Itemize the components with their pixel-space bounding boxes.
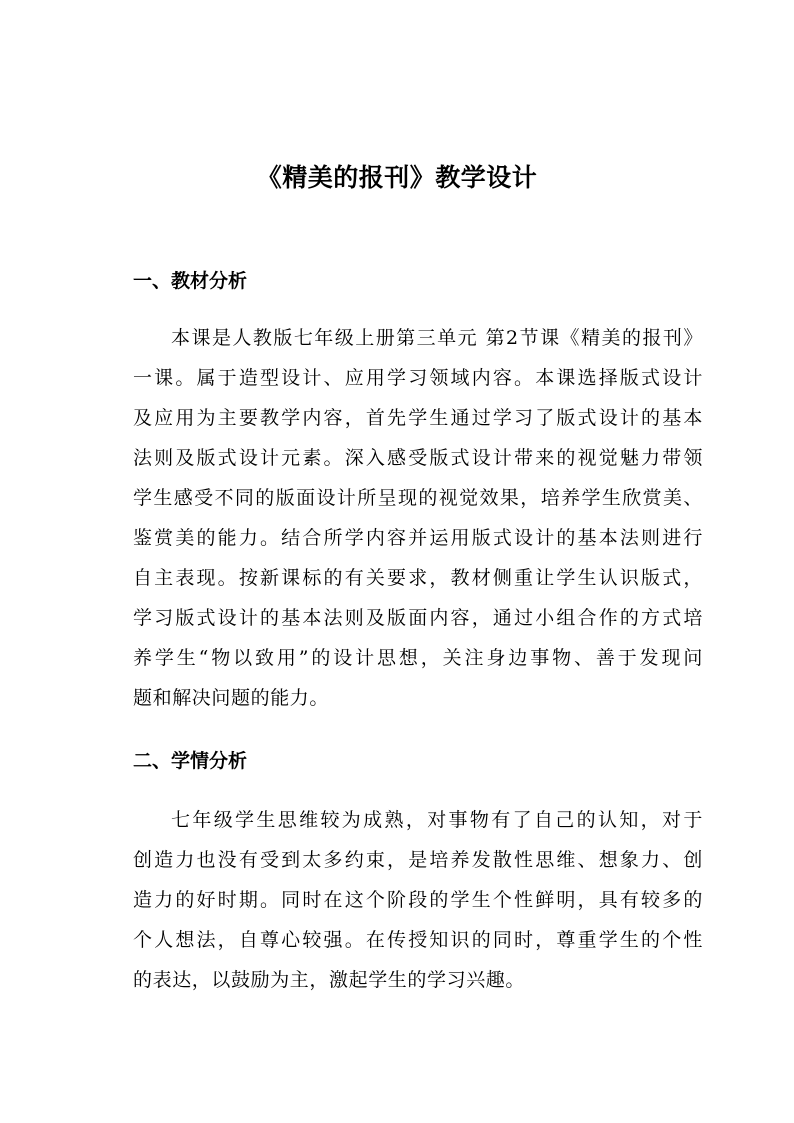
text-line: 创造力也没有受到太多约束，是培养发散性思维、想象力、创 xyxy=(133,849,703,871)
text-line: 七年级学生思维较为成熟，对事物有了自己的认知，对于 xyxy=(171,809,703,831)
text-line: 学习版式设计的基本法则及版面内容，通过小组合作的方式培 xyxy=(133,607,703,629)
text-line: 自主表现。按新课标的有关要求，教材侧重让学生认识版式， xyxy=(133,567,703,589)
page-title: 《精美的报刊》教学设计 xyxy=(256,163,538,192)
text-line: 本课是人教版七年级上册第三单元 第2节课《精美的报刊》 xyxy=(171,327,703,349)
paragraph-textbook-analysis xyxy=(133,318,703,718)
text-line: 个人想法，自尊心较强。在传授知识的同时，尊重学生的个性 xyxy=(133,929,703,951)
text-line: 题和解决问题的能力。 xyxy=(133,687,330,709)
paragraph-student-analysis xyxy=(133,800,703,1000)
text-line: 学生感受不同的版面设计所呈现的视觉效果，培养学生欣赏美、 xyxy=(133,487,703,509)
section-heading-textbook-analysis: 一、教材分析 xyxy=(133,270,248,292)
text-line: 一课。属于造型设计、应用学习领域内容。本课选择版式设计 xyxy=(133,367,703,389)
text-line: 的表达，以鼓励为主，激起学生的学习兴趣。 xyxy=(133,969,526,991)
text-line: 及应用为主要教学内容，首先学生通过学习了版式设计的基本 xyxy=(133,407,703,429)
text-line: 养学生“物以致用”的设计思想，关注身边事物、善于发现问 xyxy=(133,647,703,669)
text-line: 法则及版式设计元素。深入感受版式设计带来的视觉魅力带领 xyxy=(133,447,703,469)
text-line: 造力的好时期。同时在这个阶段的学生个性鲜明，具有较多的 xyxy=(133,889,703,911)
text-line: 鉴赏美的能力。结合所学内容并运用版式设计的基本法则进行 xyxy=(133,527,703,549)
section-heading-student-analysis: 二、学情分析 xyxy=(133,750,248,772)
